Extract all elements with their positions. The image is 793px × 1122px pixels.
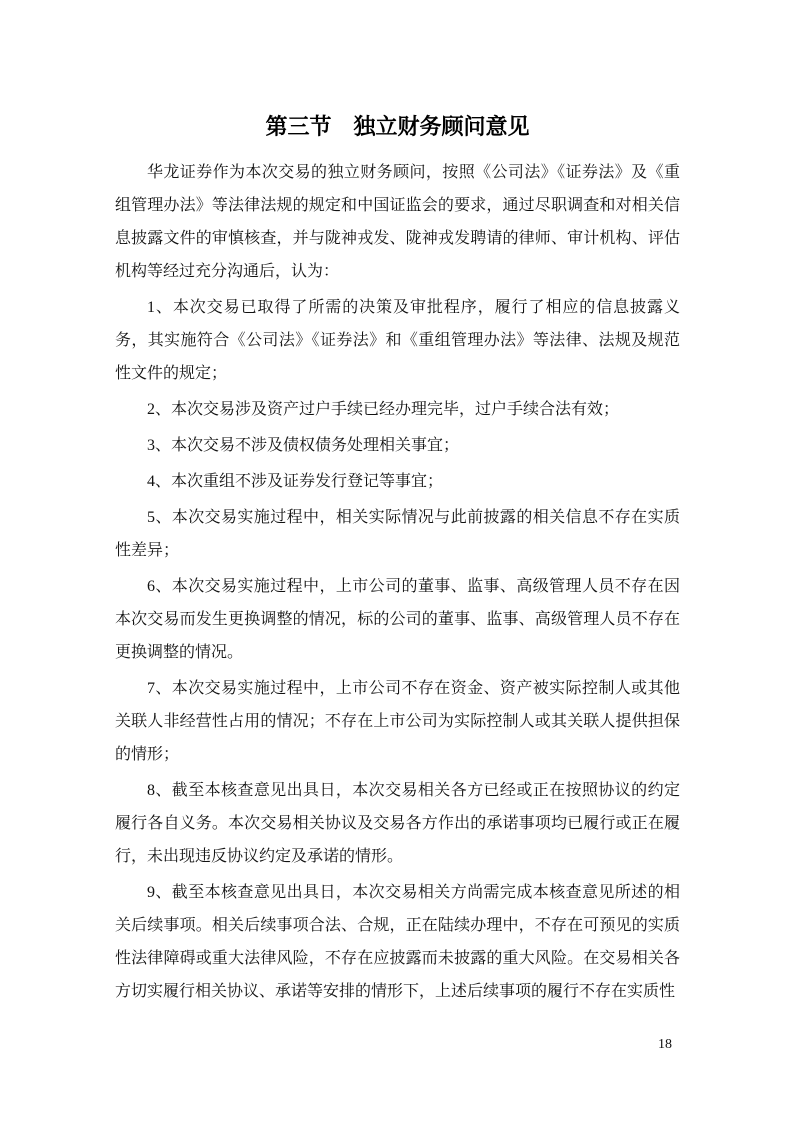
intro-paragraph: 华龙证券作为本次交易的独立财务顾问，按照《公司法》《证券法》及《重组管理办法》等法律法规的规定和中国证监会的要求，通过尽职调查和对相关信息披露文件的审慎核查，并与陇神戎发、陇神戎发聘请的律师、审计机构、评估机构等经过充分沟通后，认为： [115, 164, 680, 280]
opinion-item-8: 8、截至本核查意见出具日，本次交易相关各方已经或正在按照协议的约定履行各自义务。本次交易相关协议及交易各方作出的承诺事项均已履行或正在履行，未出现违反协议约定及承诺的情形。 [115, 782, 680, 865]
opinion-item-3: 3、本次交易不涉及债权债务处理相关事宜； [147, 437, 460, 454]
opinion-item-2: 2、本次交易涉及资产过户手续已经办理完毕，过户手续合法有效； [147, 401, 620, 418]
section-title: 第三节 独立财务顾问意见 [265, 114, 530, 139]
document-content [115, 112, 680, 1011]
opinion-item-5: 5、本次交易实施过程中，相关实际情况与此前披露的相关信息不存在实质性差异； [115, 509, 680, 559]
opinion-item-6: 6、本次交易实施过程中，上市公司的董事、监事、高级管理人员不存在因本次交易而发生更换调整的情况，标的公司的董事、监事、高级管理人员不存在更换调整的情况。 [115, 578, 680, 661]
opinion-item-4: 4、本次重组不涉及证券发行登记等事宜； [147, 473, 444, 490]
page-number: 18 [658, 1037, 672, 1052]
opinion-item-1: 1、本次交易已取得了所需的决策及审批程序，履行了相应的信息披露义务，其实施符合《公司法》《证券法》和《重组管理办法》等法律、法规及规范性文件的规定； [115, 299, 680, 382]
opinion-item-9: 9、截至本核查意见出具日，本次交易相关方尚需完成本核查意见所述的相关后续事项。相关后续事项合法、合规，正在陆续办理中，不存在可预见的实质性法律障碍或重大法律风险，不存在应披露而未披露的重大风险。在交易相关各方切实履行相关协议、承诺等安排的情形下，上述后续事项的履行不存在实质性 [115, 884, 680, 1000]
opinion-item-7: 7、本次交易实施过程中，上市公司不存在资金、资产被实际控制人或其他关联人非经营性占用的情况；不存在上市公司为实际控制人或其关联人提供担保的情形； [115, 680, 680, 763]
